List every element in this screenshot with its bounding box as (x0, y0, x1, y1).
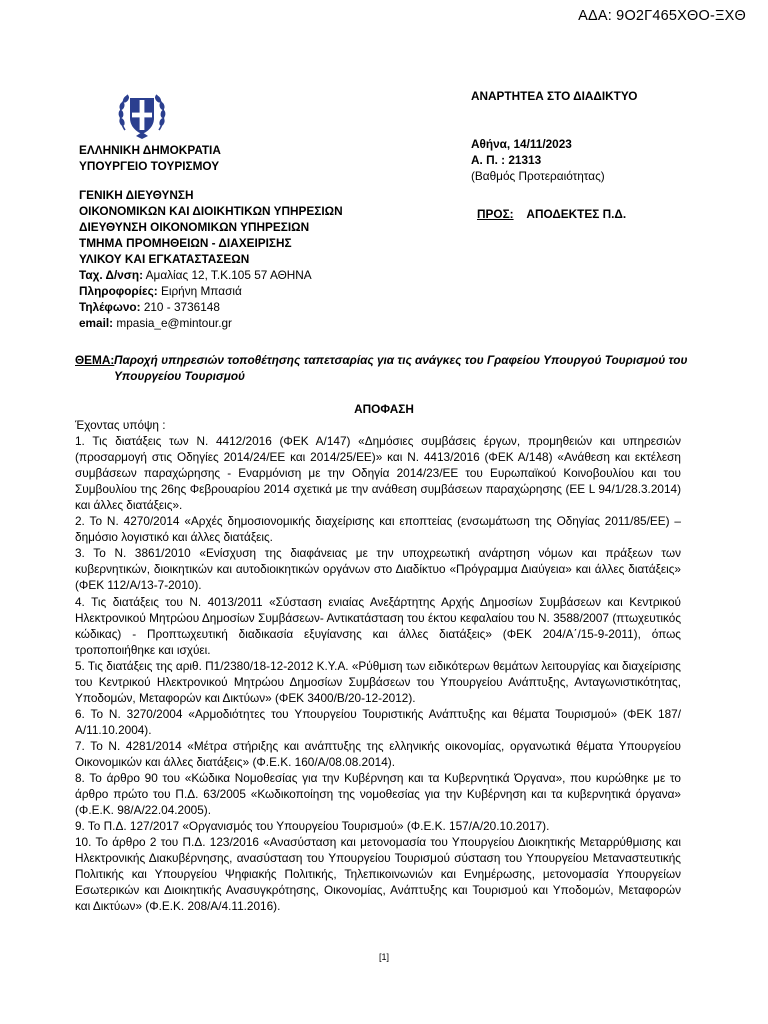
contact-label: email: (79, 316, 114, 330)
list-item: 3. Το Ν. 3861/2010 «Ενίσχυση της διαφάνειας με την υποχρεωτική ανάρτηση νόμων και πράξεων των κυβερνητικών, διοικητικών και αυτοδιοικητικών οργάνων στο Διαδίκτυο «Πρόγραμμα Διαύγεια» και άλλες διατάξεις» (ΦΕΚ 112/Α/13-7-2010). (75, 546, 681, 593)
protocol-number: Α. Π. : 21313 (471, 153, 542, 167)
document-date: Αθήνα, 14/11/2023 (471, 137, 572, 151)
ada-code: ΑΔΑ: 9Ο2Γ465ΧΘΟ-ΞΧΘ (578, 8, 746, 24)
hellenic-republic-emblem-icon (116, 86, 168, 140)
list-item: 7. Το Ν. 4281/2014 «Μέτρα στήριξης και ανάπτυξης της ελληνικής οικονομίας, οργανωτικά θέματα Υπουργείου Οικονομικών και άλλες διατάξεις» (Φ.Ε.Κ. 160/Α/08.08.2014). (75, 738, 681, 769)
directorate-line: ΤΜΗΜΑ ΠΡΟΜΗΘΕΙΩΝ - ΔΙΑΧΕΙΡΙΣΗΣ (79, 236, 292, 250)
contact-label: Πληροφορίες: (79, 284, 158, 298)
list-item: 8. Το άρθρο 90 του «Κώδικα Νομοθεσίας για την Κυβέρνηση και τα Κυβερνητικά Όργανα», που κυρώθηκε με το άρθρο πρώτο του Π.Δ. 63/2005 «Κωδικοποίηση της νομοθεσίας για την Κυβέρνηση και τα κυβερνητικά όργανα» (Φ.Ε.Κ. 98/Α/22.04.2005). (75, 771, 681, 818)
republic-name: ΕΛΛΗΝΙΚΗ ΔΗΜΟΚΡΑΤΙΑ (79, 143, 221, 157)
document-body (75, 417, 681, 914)
contact-info-person (79, 283, 343, 299)
contact-value: 210 - 3736148 (143, 300, 220, 314)
list-item: 6. Το Ν. 3270/2004 «Αρμοδιότητες του Υπουργείου Τουριστικής Ανάπτυξης και θέματα Τουρισμού» (ΦΕΚ 187/Α/11.10.2004). (75, 706, 681, 737)
contact-label: Τηλέφωνο: (79, 300, 141, 314)
ministry-name: ΥΠΟΥΡΓΕΙΟ ΤΟΥΡΙΣΜΟΥ (79, 159, 220, 173)
list-item: 10. Το άρθρο 2 του Π.Δ. 123/2016 «Ανασύσταση και μετονομασία του Υπουργείου Διοικητικής Μεταρρύθμισης και Ηλεκτρονικής Διακυβέρνησης, ανασύσταση του Υπουργείου Τουρισμού σύσταση του Υπουργείου Μεταναστευτικής Πολιτικής και Υπουργείου Ψηφιακής Πολιτικής, Τηλεπικοινωνιών και Ενημέρωσης, μετονομασία Υπουργείων Εσωτερικών και Διοικητικής Ανασυγκρότησης, Οικονομίας, Ανάπτυξης και Τουρισμού και Υποδομών, Μεταφορών και Δικτύων» (Φ.Ε.Κ. 208/Α/4.11.2016). (75, 835, 681, 914)
recipients-line (471, 206, 637, 222)
list-item: 9. Το Π.Δ. 127/2017 «Οργανισμός του Υπουργείου Τουρισμού» (Φ.Ε.Κ. 157/Α/20.10.2017). (75, 819, 550, 834)
list-item: 4. Τις διατάξεις του Ν. 4013/2011 «Σύσταση ενιαίας Ανεξάρτητης Αρχής Δημοσίων Συμβάσεων και Κεντρικού Ηλεκτρονικού Μητρώου Δημοσίων Συμβάσεων- Αντικατάσταση του έκτου κεφαλαίου του Ν. 3588/2007 (πτωχευτικός κώδικας) - Προπτωχευτική διαδικασία εξυγίανσης και άλλες διατάξεις» (ΦΕΚ 204/Α΄/15-9-2011), όπως τροποποιήθηκε και ισχύει. (75, 594, 681, 657)
list-item: 1. Τις διατάξεις των Ν. 4412/2016 (ΦΕΚ Α/147) «Δημόσιες συμβάσεις έργων, προμηθειών και υπηρεσιών (προσαρμογή στις Οδηγίες 2014/24/ΕΕ και 2014/25/ΕΕ)» και Ν. 4413/2016 (ΦΕΚ Α/148) «Ανάθεση και εκτέλεση συμβάσεων παραχώρησης - Εναρμόνιση με την Οδηγία 2014/23/ΕΕ του Ευρωπαϊκού Κοινοβουλίου και του Συμβουλίου της 26ης Φεβρουαρίου 2014 σχετικά με την ανάθεση συμβάσεων παραχώρησης (ΕΕ L 94/1/28.3.2014) και άλλες διατάξεις». (75, 434, 681, 513)
decision-title: ΑΠΟΦΑΣΗ (354, 402, 414, 416)
directorate-line: ΥΛΙΚΟΥ ΚΑΙ ΕΓΚΑΤΑΣΤΑΣΕΩΝ (79, 252, 250, 266)
directorate-line: ΓΕΝΙΚΗ ΔΙΕΥΘΥΝΣΗ (79, 188, 194, 202)
directorate-line: ΔΙΕΥΘΥΝΣΗ ΟΙΚΟΝΟΜΙΚΩΝ ΥΠΗΡΕΣΙΩΝ (79, 220, 310, 234)
list-item: 5. Τις διατάξεις της αριθ. Π1/2380/18-12-2012 Κ.Υ.Α. «Ρύθμιση των ειδικότερων θεμάτων λειτουργίας και διαχείρισης του Κεντρικού Ηλεκτρονικού Μητρώου Δημοσίων Συμβάσεων του Υπουργείου Ανάπτυξης, Ανταγωνιστικότητας, Υποδομών, Μεταφορών και Δικτύων» (ΦΕΚ 3400/Β/20-12-2012). (75, 658, 681, 705)
page-number: [1] (378, 952, 389, 962)
directorate-line: ΟΙΚΟΝΟΜΙΚΩΝ ΚΑΙ ΔΙΟΙΚΗΤΙΚΩΝ ΥΠΗΡΕΣΙΩΝ (79, 204, 343, 218)
recipients-value: ΑΠΟΔΕΚΤΕΣ Π.Δ. (526, 207, 627, 221)
subject-label: ΘΕΜΑ: (75, 353, 115, 367)
contact-phone (79, 299, 343, 315)
contact-value: Ειρήνη Μπασιά (160, 284, 242, 298)
contact-value: Αμαλίας 12, Τ.Κ.105 57 ΑΘΗΝΑ (145, 268, 312, 282)
recipients-label: ΠΡΟΣ: (477, 207, 514, 221)
recipient-block (471, 88, 637, 222)
contact-email (79, 315, 343, 331)
intro-line: Έχοντας υπόψη : (75, 418, 166, 432)
contact-label: Ταχ. Δ/νση: (79, 268, 144, 282)
sender-block (79, 142, 343, 331)
post-online-notice: ΑΝΑΡΤΗΤΕΑ ΣΤΟ ΔΙΑΔΙΚΤΥΟ (471, 89, 638, 103)
contact-value: mpasia_e@mintour.gr (116, 316, 232, 330)
subject-text: Παροχή υπηρεσιών τοποθέτησης ταπετσαρίας για τις ανάγκες του Γραφείου Υπουργού Τουρισμού του Υπουργείου Τουρισμού (114, 353, 688, 383)
list-item: 2. Το Ν. 4270/2014 «Αρχές δημοσιονομικής διαχείρισης και εποπτείας (ενσωμάτωση της Οδηγίας 2011/85/ΕΕ) – δημόσιο λογιστικό και άλλες διατάξεις. (75, 514, 681, 545)
subject-block (75, 352, 715, 384)
priority-level: (Βαθμός Προτεραιότητας) (471, 169, 605, 183)
contact-address (79, 267, 343, 283)
